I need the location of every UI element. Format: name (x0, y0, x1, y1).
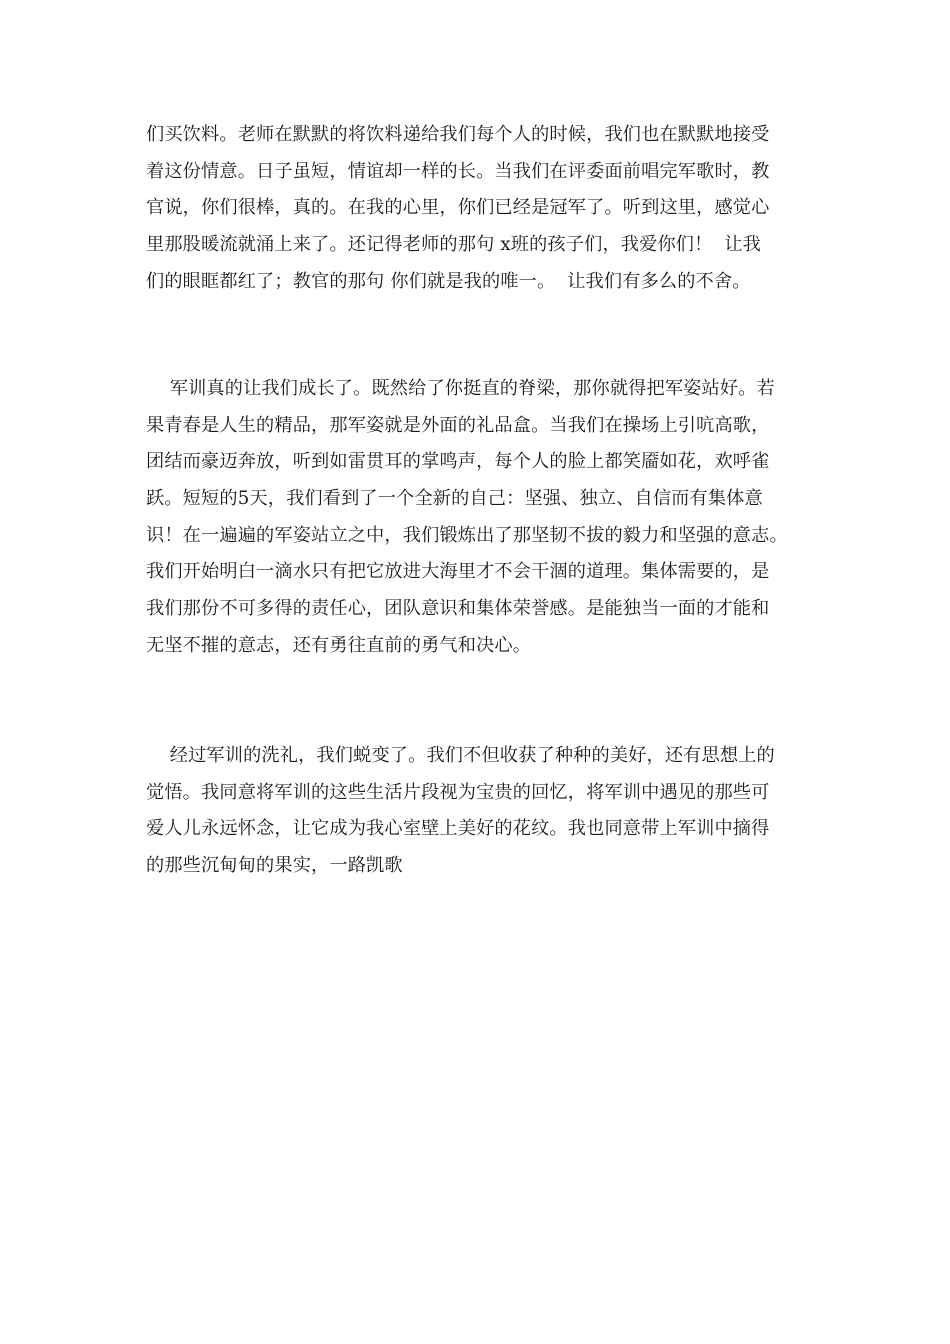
text-line: 我们开始明白一滴水只有把它放进大海里才不会干涸的道理。集体需要的，是 (146, 561, 770, 583)
text-line: 果青春是人生的精品，那军姿就是外面的礼品盒。当我们在操场上引吭高歌， (146, 414, 770, 436)
text-line: 跃。短短的5天，我们看到了一个全新的自己：坚强、独立、自信而有集体意 (146, 488, 763, 510)
text-line: 我们那份不可多得的责任心，团队意识和集体荣誉感。是能独当一面的才能和 (146, 598, 770, 620)
text-line: 们买饮料。老师在默默的将饮料递给我们每个人的时候，我们也在默默地接受 (146, 124, 770, 145)
text-line: 经过军训的洗礼，我们蜕变了。我们不但收获了种种的美好，还有思想上的 (146, 745, 775, 766)
text-line: 团结而豪迈奔放，听到如雷贯耳的掌鸣声，每个人的脸上都笑靥如花，欢呼雀 (146, 451, 770, 473)
text-line: 官说，你们很棒，真的。在我的心里，你们已经是冠军了。听到这里，感觉心 (146, 197, 770, 219)
text-line: 爱人儿永远怀念，让它成为我心室壁上美好的花纹。我也同意带上军训中摘得 (146, 818, 770, 840)
text-line: 无坚不摧的意志，还有勇往直前的勇气和决心。 (146, 634, 532, 656)
text-line: 觉悟。我同意将军训的这些生活片段视为宝贵的回忆，将军训中遇见的那些可 (146, 781, 770, 803)
text-line: 着这份情意。日子虽短，情谊却一样的长。当我们在评委面前唱完军歌时，教 (146, 160, 770, 182)
text-line: 们的眼眶都红了；教官的那句 你们就是我的唯一。 让我们有多么的不舍。 (146, 270, 751, 292)
paragraph-1 (146, 117, 826, 300)
text-line: 里那股暖流就涌上来了。还记得老师的那句 x班的孩子们，我爱你们！ 让我 (146, 234, 762, 256)
paragraph-3 (146, 738, 826, 885)
text-line: 的那些沉甸甸的果实，一路凯歌 (146, 855, 403, 877)
paragraph-2 (146, 371, 826, 665)
text-line: 识！在一遍遍的军姿站立之中，我们锻炼出了那坚韧不拔的毅力和坚强的意志。 (146, 524, 788, 546)
text-line: 军训真的让我们成长了。既然给了你挺直的脊梁，那你就得把军姿站好。若 (146, 378, 775, 399)
